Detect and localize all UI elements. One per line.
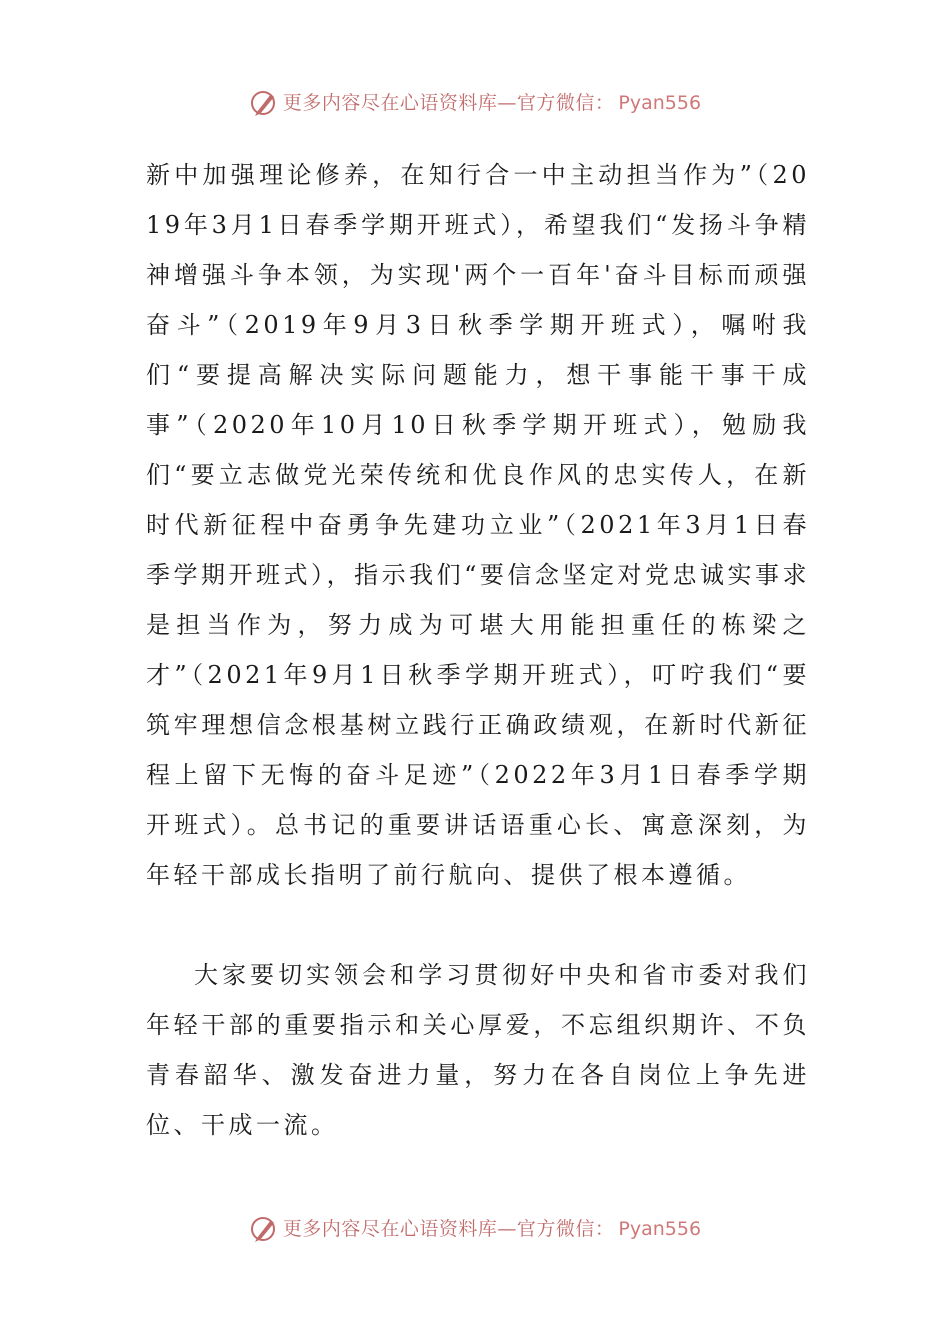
paragraph-gap <box>146 900 810 950</box>
header-watermark <box>0 88 950 118</box>
watermark-text: 更多内容尽在心语资料库—官方微信： <box>282 92 615 114</box>
document-body <box>146 150 810 1150</box>
pen-logo-icon <box>249 88 279 118</box>
watermark-text: 更多内容尽在心语资料库—官方微信： <box>282 1218 615 1240</box>
paragraph-1: 新中加强理论修养，在知行合一中主动担当作为”（2019年3月1日春季学期开班式），希望我们“发扬斗争精神增强斗争本领，为实现'两个一百年'奋斗目标而顽强奋斗”（2019年9月3日秋季学期开班式），嘱咐我们“要提高解决实际问题能力，想干事能干事干成事”（2020年10月10日秋季学期开班式），勉励我们“要立志做党光荣传统和优良作风的忠实传人，在新时代新征程中奋勇争先建功立业”（2021年3月1日春季学期开班式），指示我们“要信念坚定对党忠诚实事求是担当作为，努力成为可堪大用能担重任的栋梁之才”（2021年9月1日秋季学期开班式），叮咛我们“要筑牢理想信念根基树立践行正确政绩观，在新时代新征程上留下无悔的奋斗足迹”（2022年3月1日春季学期开班式）。总书记的重要讲话语重心长、寓意深刻，为年轻干部成长指明了前行航向、提供了根本遵循。 <box>146 161 810 889</box>
watermark-wechat-id: Pyan556 <box>618 92 702 114</box>
paragraph-2: 大家要切实领会和学习贯彻好中央和省市委对我们年轻干部的重要指示和关心厚爱，不忘组织期许、不负青春韶华、激发奋进力量，努力在各自岗位上争先进位、干成一流。 <box>146 961 810 1139</box>
watermark-wechat-id: Pyan556 <box>618 1218 702 1240</box>
pen-logo-icon <box>249 1214 279 1244</box>
footer-watermark <box>0 1214 950 1244</box>
